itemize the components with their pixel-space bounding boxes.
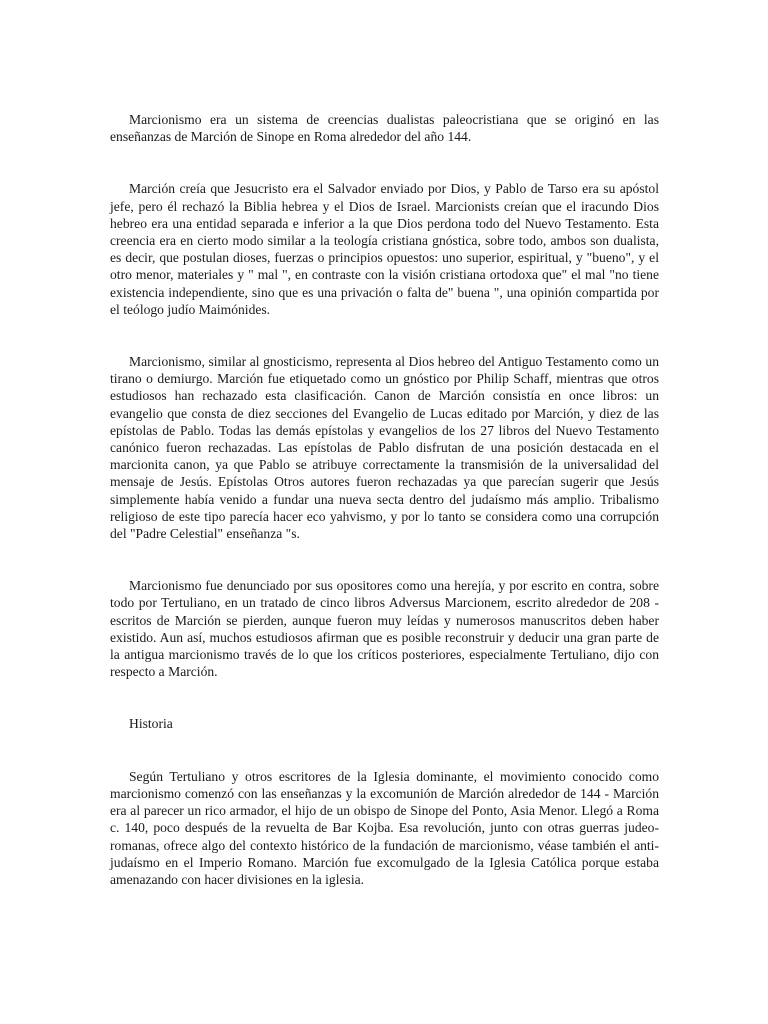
document-body	[110, 111, 659, 888]
paragraph-beliefs: Marción creía que Jesucristo era el Salvador enviado por Dios, y Pablo de Tarso era su apóstol jefe, pero él rechazó la Biblia hebrea y el Dios de Israel. Marcionists creían que el iracundo Dios hebreo era una entidad separada e inferior a la que Dios perdona todo del Nuevo Testamento. Esta creencia era en cierto modo similar a la teología cristiana gnóstica, sobre todo, ambos son dualista, es decir, que postulan dioses, fuerzas o principios opuestos: uno superior, espiritual, y "bueno", y el otro menor, materiales y " mal ", en contraste con la visión cristiana ortodoxa que" el mal "no tiene existencia independiente, sino que es una privación o falta de" buena ", una opinión compartida por el teólogo judío Maimónides.	[110, 181, 659, 317]
paragraph-intro: Marcionismo era un sistema de creencias dualistas paleocristiana que se originó en las enseñanzas de Marción de Sinope en Roma alrededor del año 144.	[110, 112, 659, 145]
paragraph-canon: Marcionismo, similar al gnosticismo, representa al Dios hebreo del Antiguo Testamento como un tirano o demiurgo. Marción fue etiquetado como un gnóstico por Philip Schaff, mientras que otros estudiosos han rechazado esta clasificación. Canon de Marción consistía en once libros: un evangelio que consta de diez secciones del Evangelio de Lucas editado por Marción, y diez de las epístolas de Pablo. Todas las demás epístolas y evangelios de los 27 libros del Nuevo Testamento canónico fueron rechazadas. Las epístolas de Pablo disfrutan de una posición destacada en el marcionita canon, ya que Pablo se atribuye correctamente la transmisión de la universalidad del mensaje de Jesús. Epístolas Otros autores fueron rechazadas ya que parecían sugerir que Jesús simplemente había venido a fundar una nueva secta dentro del judaísmo más amplio. Tribalismo religioso de este tipo parecía hacer eco yahvismo, y por lo tanto se considera como una corrupción del "Padre Celestial" enseñanza "s.	[110, 354, 659, 542]
paragraph-history: Según Tertuliano y otros escritores de la Iglesia dominante, el movimiento conocido como marcionismo comenzó con las enseñanzas y la excomunión de Marción alrededor de 144 - Marción era al parecer un rico armador, el hijo de un obispo de Sinope del Ponto, Asia Menor. Llegó a Roma c. 140, poco después de la revuelta de Bar Kojba. Esa revolución, junto con otras guerras judeo-romanas, ofrece algo del contexto histórico de la fundación de marcionismo, véase también el anti-judaísmo en el Imperio Romano. Marción fue excomulgado de la Iglesia Católica porque estaba amenazando con hacer divisiones en la iglesia.	[110, 768, 659, 887]
section-heading-historia: Historia	[129, 716, 173, 732]
paragraph-opposition: Marcionismo fue denunciado por sus opositores como una herejía, y por escrito en contra, sobre todo por Tertuliano, en un tratado de cinco libros Adversus Marcionem, escrito alrededor de 208 - escritos de Marción se pierden, aunque fueron muy leídas y numerosos manuscritos deben haber existido. Aun así, muchos estudiosos afirman que es posible reconstruir y deducir una gran parte de la antigua marcionismo través de lo que los críticos posteriores, especialmente Tertuliano, dijo con respecto a Marción.	[110, 578, 659, 680]
